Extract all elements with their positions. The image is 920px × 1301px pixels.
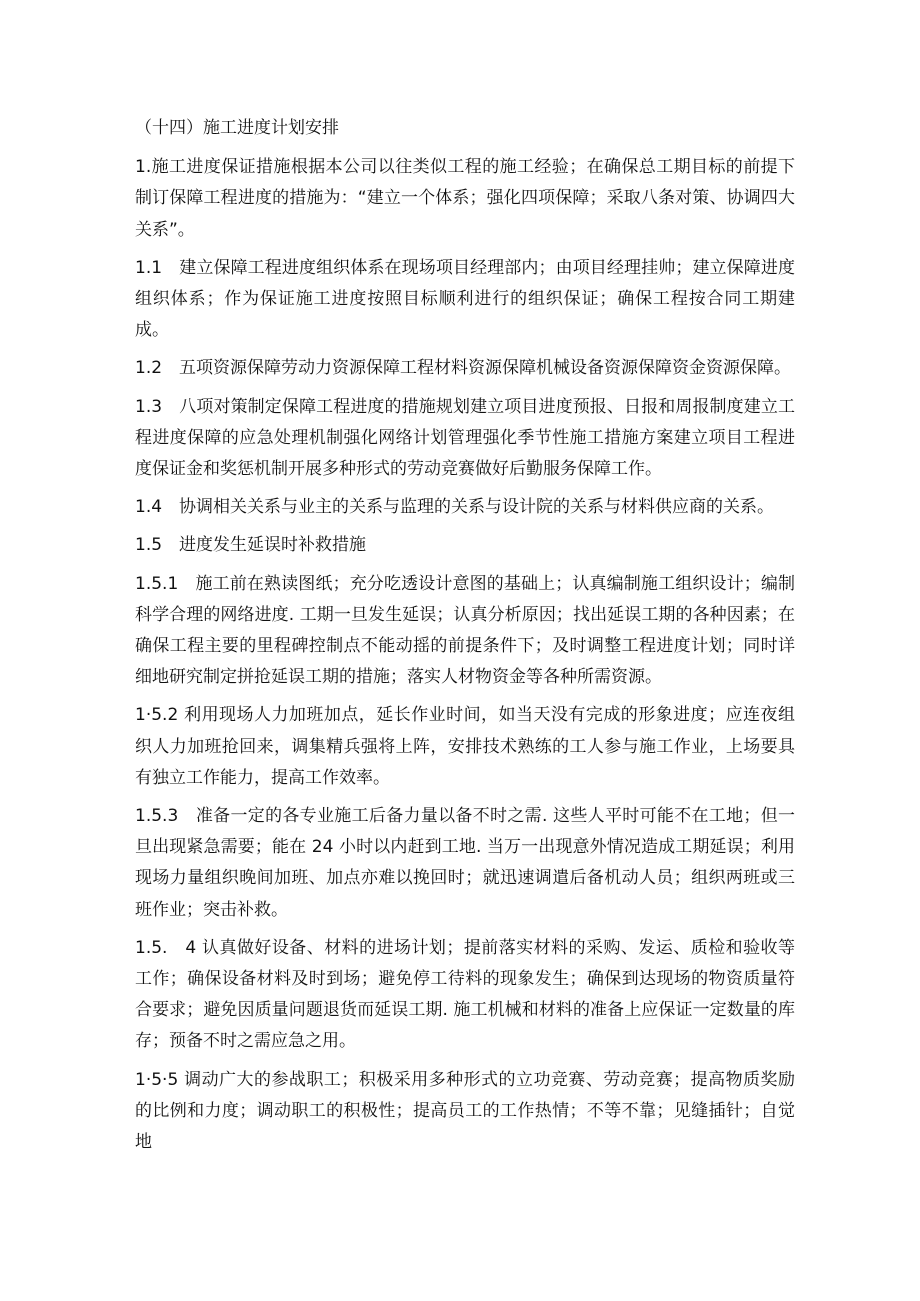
paragraph-1-5: 1.5 进度发生延误时补救措施	[135, 535, 367, 556]
paragraph-1-5-2: 1·5.2 利用现场人力加班加点，延长作业时间，如当天没有完成的形象进度；应连夜组织人力加班抢回来，调集精兵强将上阵，安排技术熟练的工人参与施工作业，上场要具有独立工作能力，提高工作效率。	[135, 705, 795, 788]
paragraph-1-2: 1.2 五项资源保障劳动力资源保障工程材料资源保障机械设备资源保障资金资源保障。	[135, 358, 792, 379]
paragraph-1-4: 1.4 协调相关关系与业主的关系与监理的关系与设计院的关系与材料供应商的关系。	[135, 497, 775, 518]
section-heading: （十四）施工进度计划安排	[135, 118, 339, 138]
paragraph-1-5-1: 1.5.1 施工前在熟读图纸；充分吃透设计意图的基础上；认真编制施工组织设计；编制科学合理的网络进度. 工期一旦发生延误；认真分析原因；找出延误工期的各种因素；在确保工程主要的里程碑控制点不能动摇的前提条件下；及时调整工程进度计划；同时详细地研究制定拼抢延误工期的措施；落实人材物资金等各种所需资源。	[135, 573, 795, 688]
paragraph-1-5-5: 1·5·5 调动广大的参战职工；积极采用多种形式的立功竞赛、劳动竞赛；提高物质奖励的比例和力度；调动职工的积极性；提高员工的工作热情；不等不靠；见缝插针；自觉地	[135, 1069, 795, 1153]
paragraph-1: 1.施工进度保证措施根据本公司以往类似工程的施工经验；在确保总工期目标的前提下制订保障工程进度的措施为：“建立一个体系；强化四项保障；采取八条对策、协调四大关系”。	[135, 157, 795, 240]
paragraph-1-1: 1.1 建立保障工程进度组织体系在现场项目经理部内；由项目经理挂帅；建立保障进度组织体系；作为保证施工进度按照目标顺利进行的组织保证；确保工程按合同工期建成。	[135, 257, 795, 341]
document-body	[135, 113, 795, 1165]
paragraph-1-3: 1.3 八项对策制定保障工程进度的措施规划建立项目进度预报、日报和周报制度建立工程进度保障的应急处理机制强化网络计划管理强化季节性施工措施方案建立项目工程进度保证金和奖惩机制开展多种形式的劳动竞赛做好后勤服务保障工作。	[135, 396, 795, 480]
paragraph-1-5-4: 1.5. 4 认真做好设备、材料的进场计划；提前落实材料的采购、发运、质检和验收等工作；确保设备材料及时到场；避免停工待料的现象发生；确保到达现场的物资质量符合要求；避免因质量问题退货而延误工期. 施工机械和材料的准备上应保证一定数量的库存；预备不时之需应急之用。	[135, 937, 795, 1052]
paragraph-1-5-3: 1.5.3 准备一定的各专业施工后备力量以备不时之需. 这些人平时可能不在工地；但一旦出现紧急需要；能在 24 小时以内赶到工地. 当万一出现意外情况造成工期延误；利用现场力量组织晚间加班、加点亦难以挽回时；就迅速调遣后备机动人员；组织两班或三班作业；突击补救。	[135, 806, 795, 920]
